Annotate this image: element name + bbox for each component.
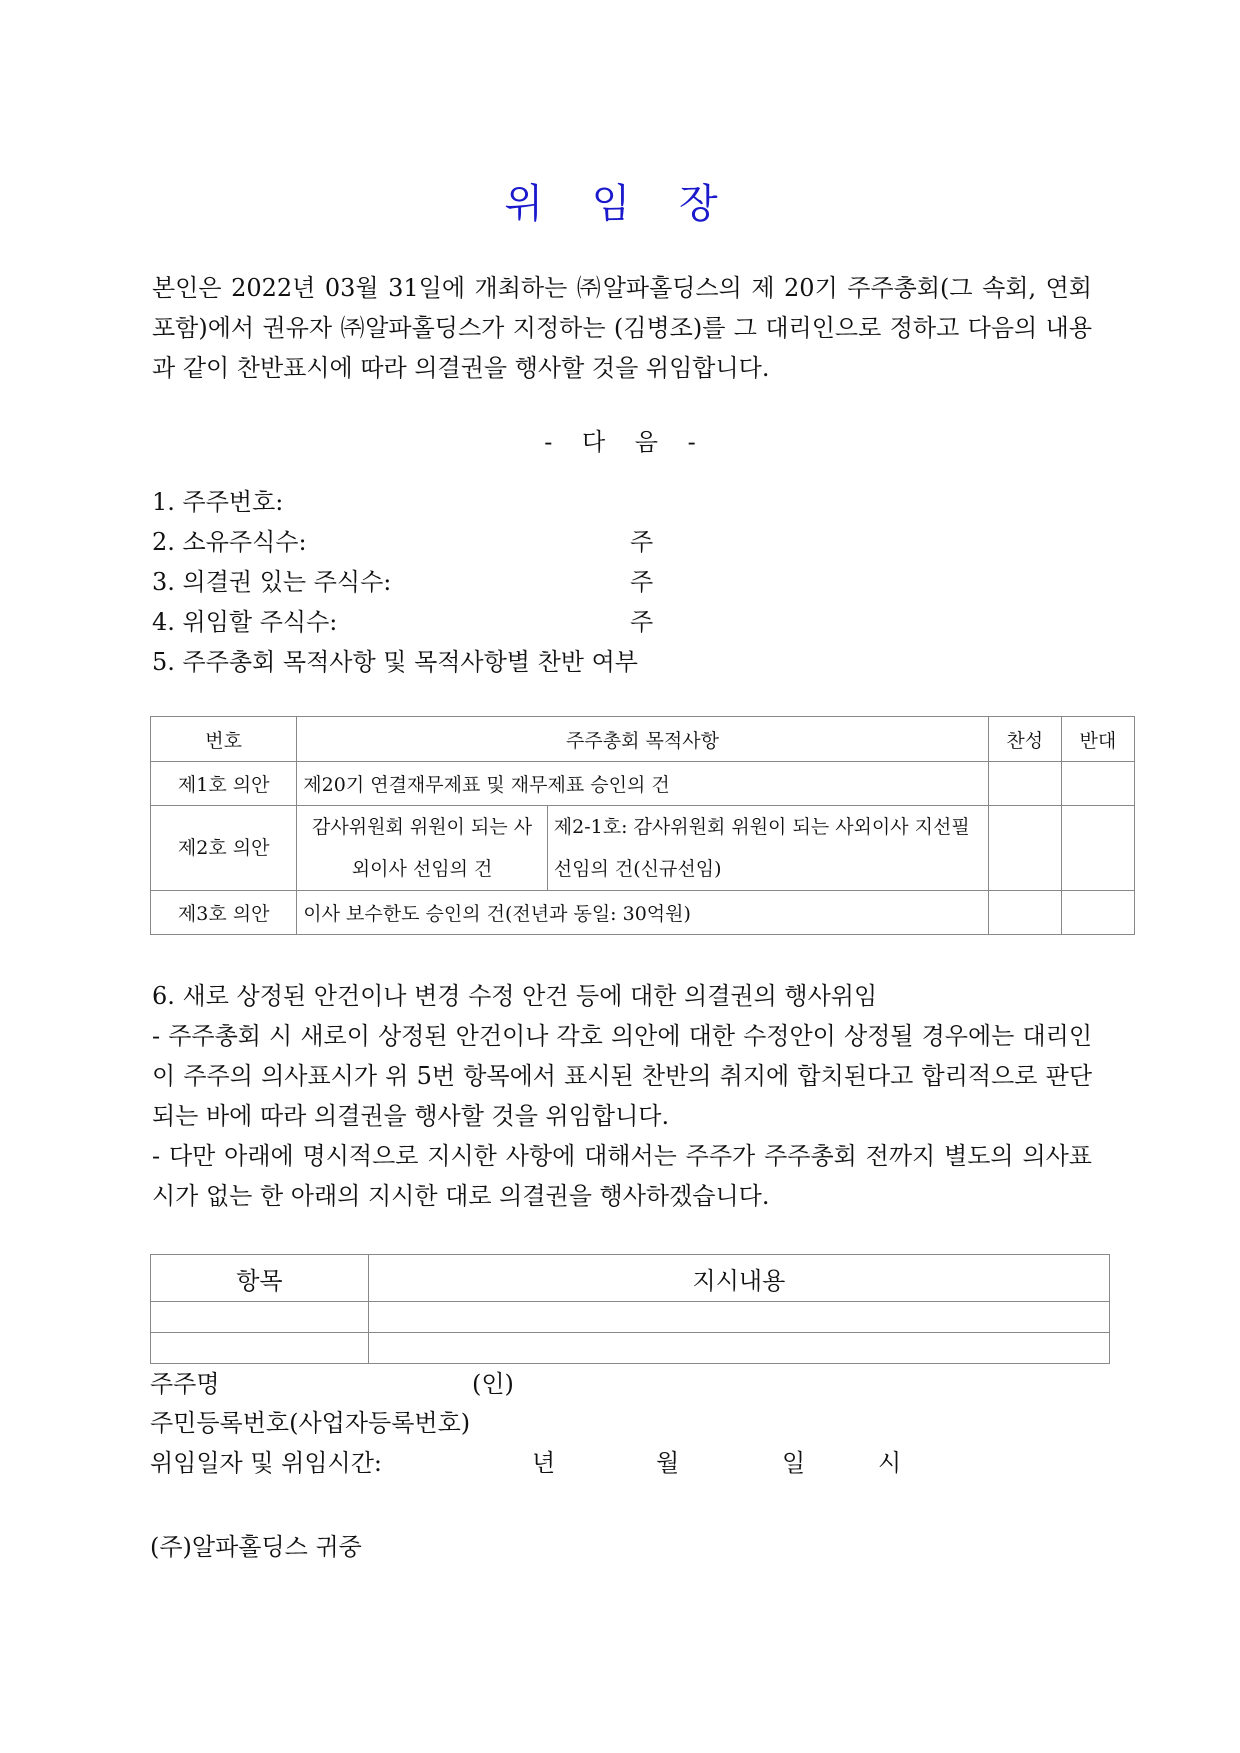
table-row [151,806,1135,891]
agenda-text: 제2-1호: 감사위원회 위원이 되는 사외이사 지선필 선임의 건(신규선임) [547,806,988,891]
table-row [151,1333,1110,1364]
instruction-cell[interactable] [368,1333,1109,1364]
table-row [151,762,1135,806]
table-row [151,1302,1110,1333]
item-label: 5. 주주총회 목적사항 및 목적사항별 찬반 여부 [152,648,638,676]
document-title: 위 임 장 [504,181,736,227]
hour-unit: 시 [878,1449,902,1477]
recipient: (주)알파홀딩스 귀중 [150,1533,362,1561]
header-oppose: 반대 [1061,717,1134,762]
instruction-cell[interactable] [368,1302,1109,1333]
section-6-para2: - 다만 아래에 명시적으로 지시한 사항에 대해서는 주주가 주주총회 전까지 별도의 의사표시가 없는 한 아래의 지시한 대로 의결권을 행사하겠습니다. [152,1142,1092,1210]
agenda-number: 제2호 의안 [151,806,297,891]
item-label: 1. 주주번호: [152,488,284,516]
approve-cell[interactable] [988,806,1061,891]
shareholder-name-label: 주주명 [150,1370,220,1398]
oppose-cell[interactable] [1061,806,1134,891]
id-number-label: 주민등록번호(사업자등록번호) [150,1409,471,1437]
header-agenda: 주주총회 목적사항 [297,717,988,762]
item-list [152,482,654,682]
item-delegated-shares [152,602,654,642]
month-unit: 월 [656,1449,680,1477]
item-cell[interactable] [151,1302,369,1333]
section-6-heading: 6. 새로 상정된 안건이나 변경 수정 안건 등에 대한 의결권의 행사위임 [152,982,878,1010]
item-unit: 주 [630,568,654,596]
agenda-text: 이사 보수한도 승인의 건(전년과 동일: 30억원) [297,891,988,935]
item-cell[interactable] [151,1333,369,1364]
item-agenda [152,642,638,682]
intro-paragraph: 본인은 2022년 03월 31일에 개최하는 ㈜알파홀딩스의 제 20기 주주총회(그 속회, 연회 포함)에서 권유자 ㈜알파홀딩스가 지정하는 (김병조)를 그 대리인으로 정하고 다음의 내용과 같이 찬반표시에 따라 의결권을 행사할 것을 위임합니다. [152,274,1092,382]
header-number: 번호 [151,717,297,762]
section-6-para1: - 주주총회 시 새로이 상정된 안건이나 각호 의안에 대한 수정안이 상정될 경우에는 대리인이 주주의 의사표시가 위 5번 항목에서 표시된 찬반의 취지에 합치된다고 합리적으로 판단되는 바에 따라 의결권을 행사할 것을 위임합니다. [152,1022,1092,1130]
next-heading: - 다 음 - [544,428,696,456]
item-unit: 주 [630,528,654,556]
item-unit: 주 [630,608,654,636]
instruction-table [150,1254,1110,1364]
item-owned-shares [152,522,654,562]
agenda-table [150,716,1135,935]
header-approve: 찬성 [988,717,1061,762]
header-item: 항목 [151,1255,369,1302]
agenda-text: 제20기 연결재무제표 및 재무제표 승인의 건 [297,762,988,806]
agenda-number: 제3호 의안 [151,891,297,935]
day-unit: 일 [782,1449,806,1477]
item-shareholder-number [152,482,638,522]
oppose-cell[interactable] [1061,762,1134,806]
approve-cell[interactable] [988,762,1061,806]
header-instruction: 지시내용 [368,1255,1109,1302]
date-label: 위임일자 및 위임시간: [150,1449,382,1477]
item-label: 4. 위임할 주식수: [152,608,338,636]
seal-mark: (인) [472,1370,514,1398]
table-header-row [151,1255,1110,1302]
table-row [151,891,1135,935]
table-header-row [151,717,1135,762]
oppose-cell[interactable] [1061,891,1134,935]
section-6 [152,976,1092,1216]
year-unit: 년 [532,1449,556,1477]
approve-cell[interactable] [988,891,1061,935]
item-label: 3. 의결권 있는 주식수: [152,568,392,596]
agenda-group: 감사위원회 위원이 되는 사외이사 선임의 건 [297,806,548,891]
agenda-number: 제1호 의안 [151,762,297,806]
item-label: 2. 소유주식수: [152,528,307,556]
item-voting-shares [152,562,654,602]
